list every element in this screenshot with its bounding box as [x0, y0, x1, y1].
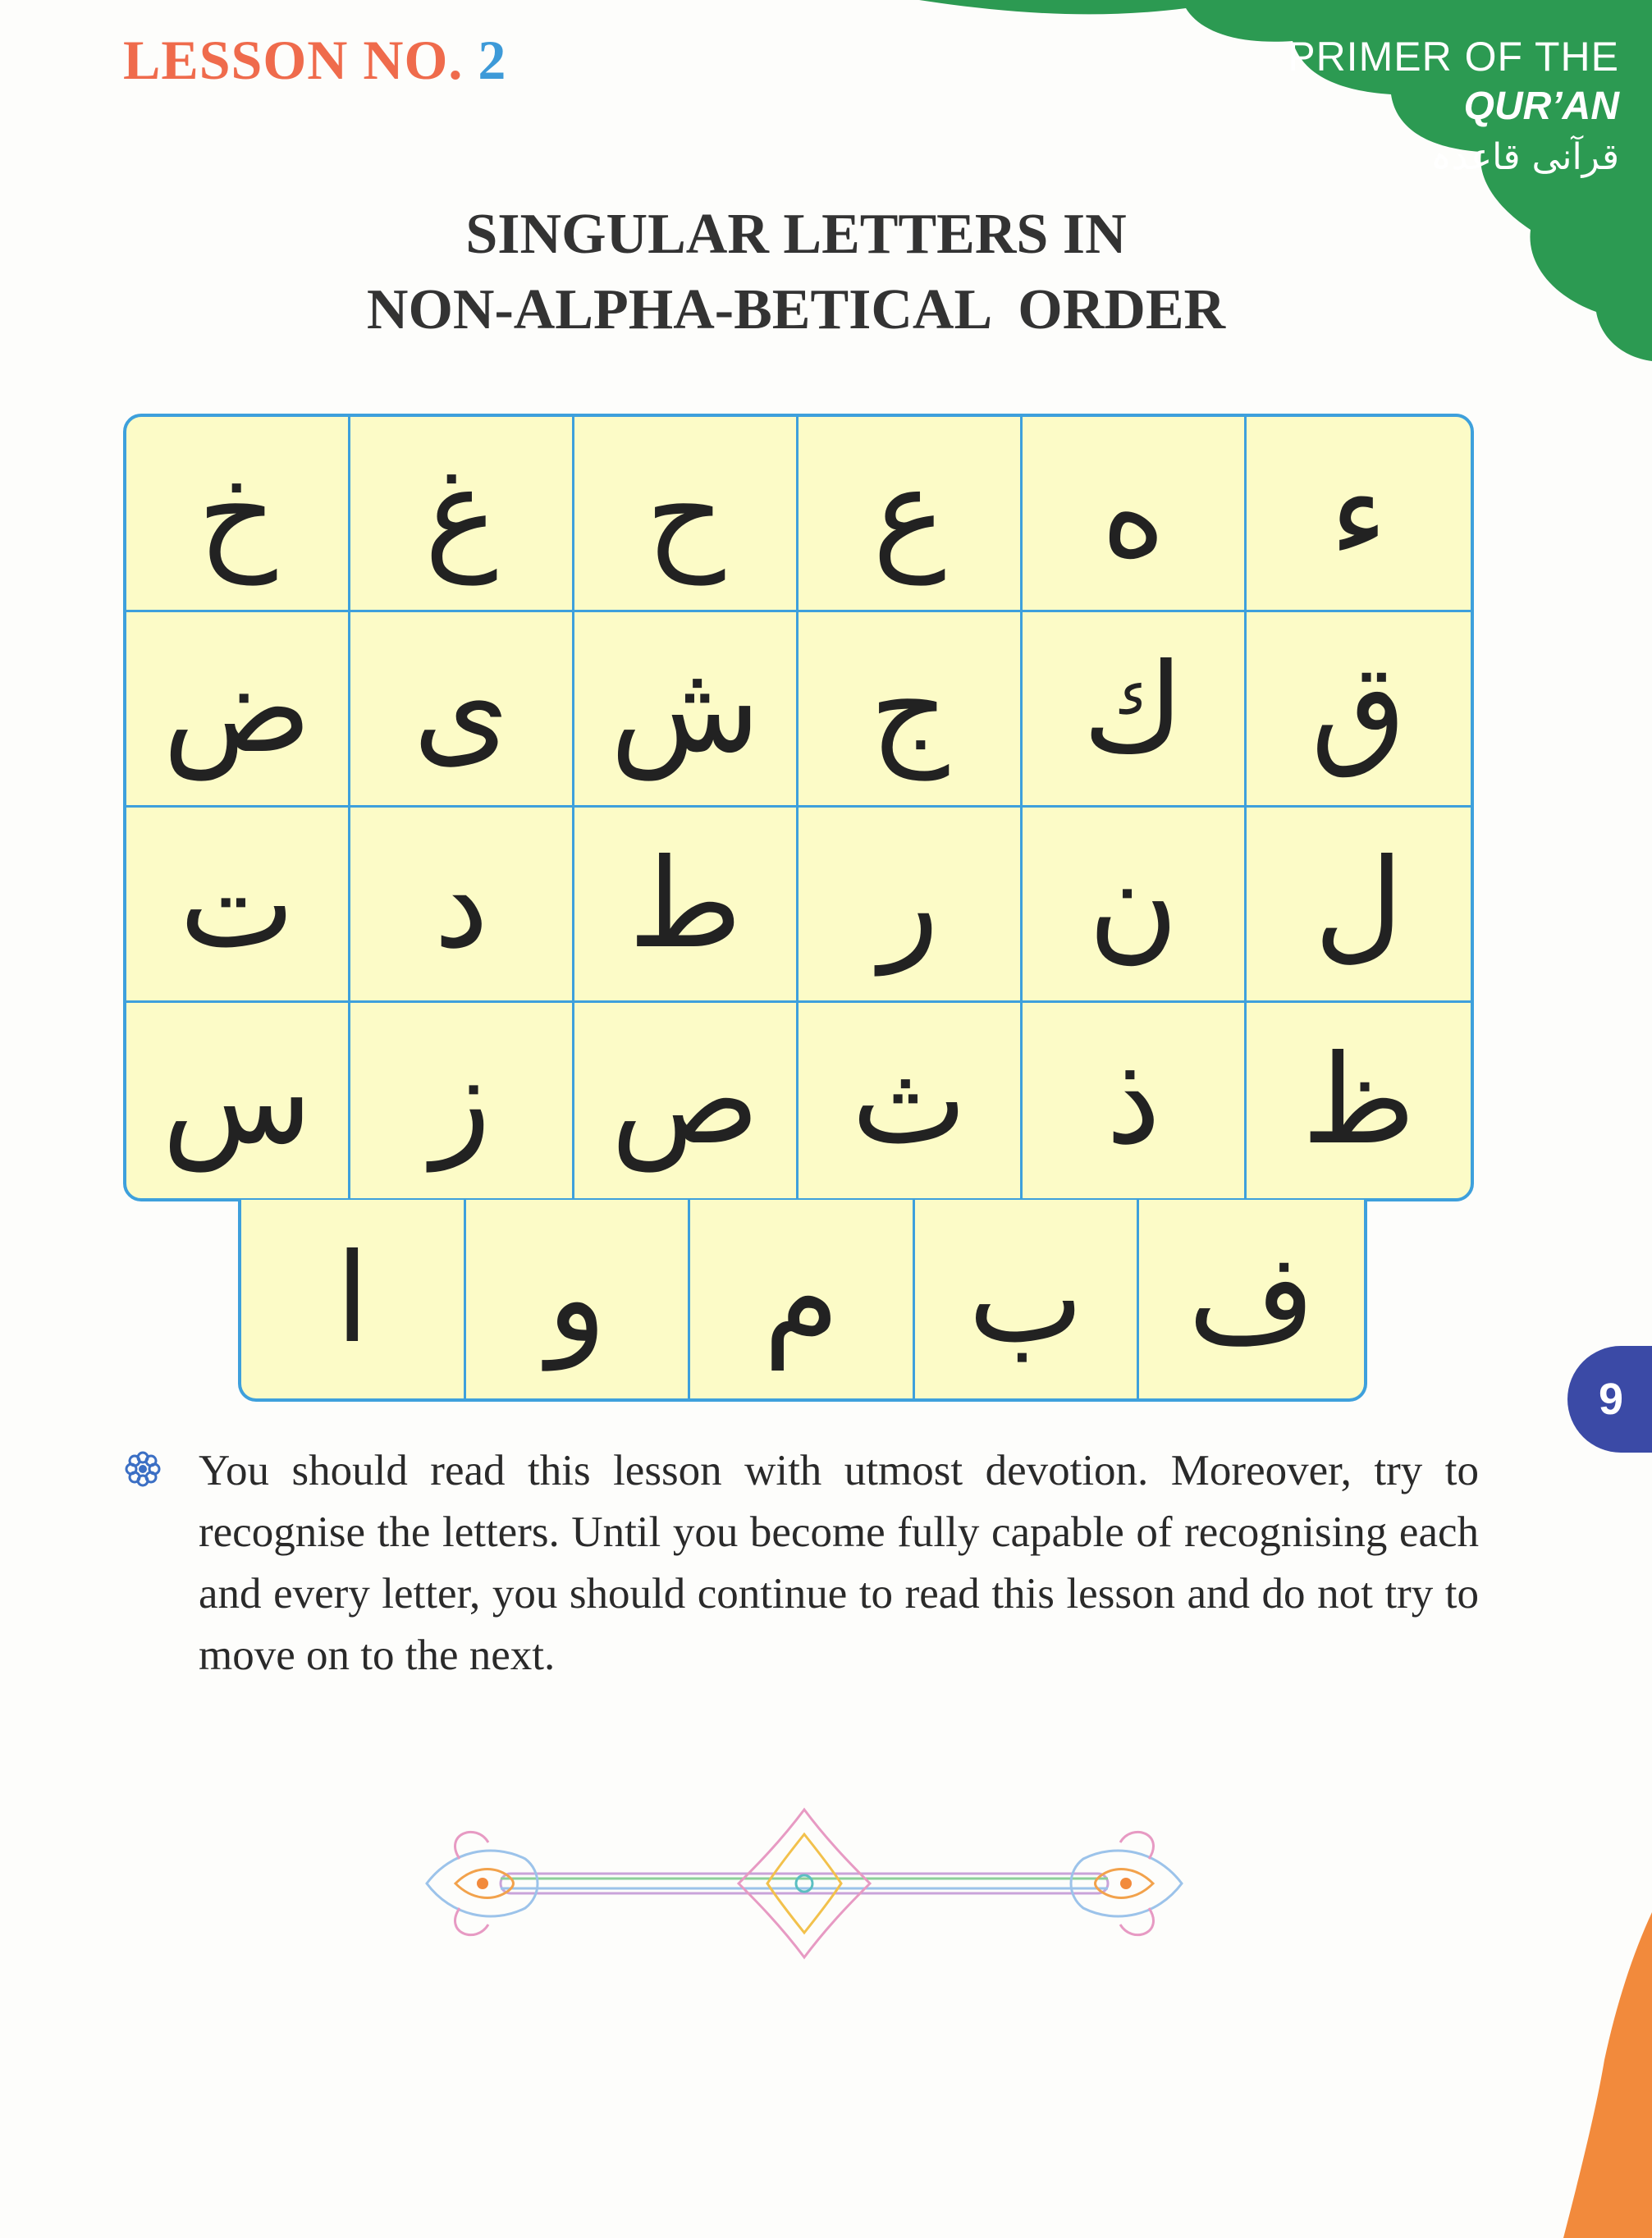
letter-cell: خ	[126, 417, 350, 612]
letter-cell: ب	[915, 1200, 1140, 1398]
instruction-paragraph: You should read this lesson with utmost devotion. Moreover, try to recognise the letters. Until you become fully capable of recognising each and every letter, you should continue to read this lesson and do not try to move on to the next.	[199, 1447, 1479, 1679]
letter-cell: ك	[1023, 612, 1247, 808]
book-brand	[1288, 31, 1619, 184]
lesson-heading	[123, 28, 506, 93]
letter-cell: ع	[799, 417, 1023, 612]
letter-cell: ذ	[1023, 1003, 1247, 1198]
lesson-label: LESSON NO.	[123, 29, 464, 91]
letter-cell: ا	[241, 1200, 466, 1398]
title-line-2: NON-ALPHA-BETICAL ORDER	[366, 278, 1226, 341]
letter-cell: ث	[799, 1003, 1023, 1198]
brand-line-2: QUR’AN	[1463, 85, 1619, 128]
letter-cell: ل	[1247, 808, 1471, 1003]
letter-grid-last-row	[238, 1200, 1367, 1402]
letter-cell: و	[466, 1200, 691, 1398]
letter-cell: ظ	[1302, 1029, 1416, 1172]
letter-cell: ق	[1247, 612, 1471, 808]
brand-line-1: PRIMER OF THE	[1288, 34, 1619, 80]
letter-cell: س	[126, 1003, 350, 1198]
letter-cell: ز	[350, 1003, 574, 1198]
letter-cell: م	[690, 1200, 915, 1398]
letter-cell: ش	[574, 612, 799, 808]
letter-cell: ط	[574, 808, 799, 1003]
letter-cell: ر	[799, 808, 1023, 1003]
letter-cell: ه	[1023, 417, 1247, 612]
lesson-title	[271, 197, 1321, 348]
lesson-number: 2	[478, 29, 507, 91]
title-line-1: SINGULAR LETTERS IN	[465, 203, 1127, 266]
letter-cell: ض	[126, 612, 350, 808]
letter-cell: ء	[1247, 417, 1471, 612]
page-number: 9	[1599, 1375, 1624, 1424]
letter-cell: ف	[1188, 1228, 1316, 1371]
letter-cell: ص	[574, 1003, 799, 1198]
letter-cell: ح	[574, 417, 799, 612]
letter-cell: د	[350, 808, 574, 1003]
ornamental-divider	[410, 1801, 1198, 1966]
letter-grid	[123, 414, 1474, 1201]
brand-urdu: قرآنی قاعدہ	[1430, 136, 1619, 178]
letter-cell: ج	[799, 612, 1023, 808]
letter-cell: غ	[350, 417, 574, 612]
letter-cell: ت	[126, 808, 350, 1003]
letter-cell: ى	[350, 612, 574, 808]
orange-corner-shape	[1563, 1912, 1652, 2238]
letter-cell: ن	[1023, 808, 1247, 1003]
flower-bullet-icon	[125, 1451, 161, 1487]
